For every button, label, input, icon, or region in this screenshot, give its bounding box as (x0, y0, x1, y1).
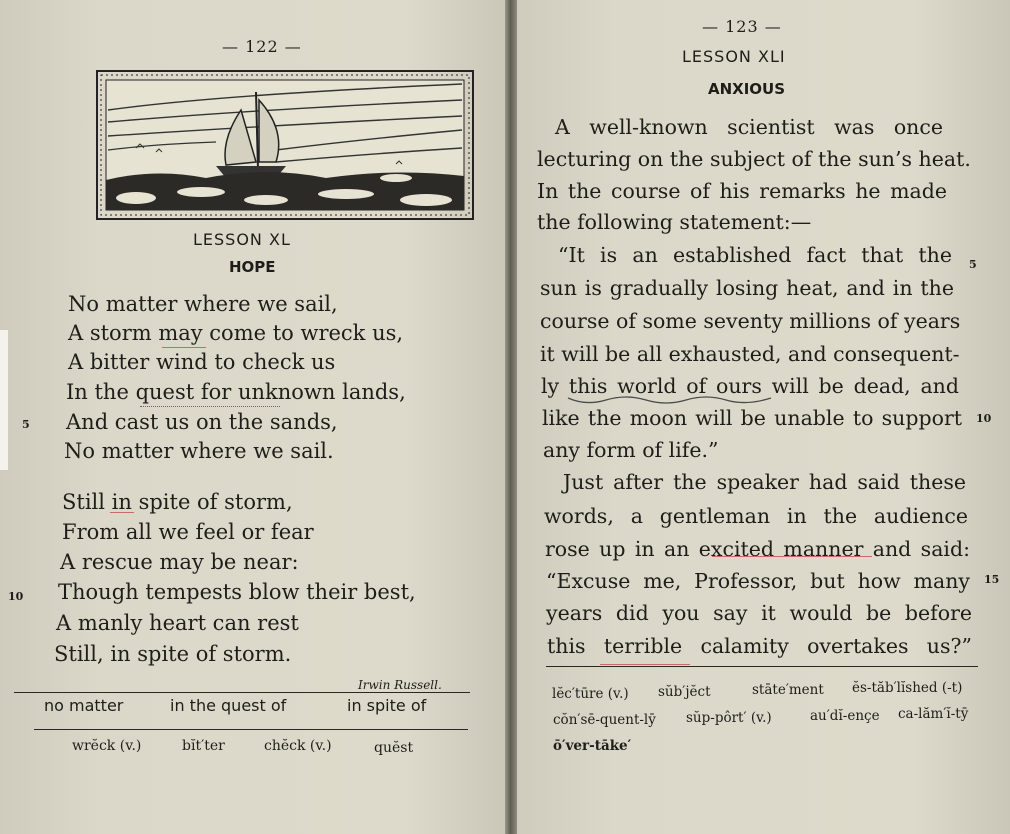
phrase: in spite of (347, 696, 427, 715)
pencil-underline (110, 512, 134, 513)
line-number: 10 (976, 412, 992, 425)
poem-line: No matter where we sail. (64, 439, 334, 463)
text-line: sun is gradually losing heat, and in the (540, 276, 954, 300)
text-line: Just after the speaker had said these (563, 470, 966, 494)
line-number: 10 (8, 590, 24, 603)
ship-illustration (96, 70, 474, 220)
text-line: In the course of his remarks he made (537, 179, 947, 203)
poem-line: Still in spite of storm, (62, 490, 293, 514)
text-line: like the moon will be unable to support (542, 406, 962, 430)
phrase: no matter (44, 696, 124, 715)
phrase: in the quest of (170, 696, 287, 715)
lesson-number: LESSON XL (193, 230, 291, 249)
lesson-title: ANXIOUS (708, 80, 786, 98)
text-line: this terrible calamity overtakes us?” (547, 634, 972, 658)
page-number: — 122 — (222, 37, 302, 56)
text-line: it will be all exhausted, and consequent- (540, 342, 960, 366)
vocab-word: cŏn′sē-quent-lȳ (553, 712, 656, 728)
text-line: ly this world of ours will be dead, and (541, 374, 959, 398)
text-line: any form of life.” (543, 438, 719, 462)
poem-line: A rescue may be near: (60, 550, 299, 574)
vocab-word: ĕs-tăb′lĭshed (-t) (852, 680, 963, 696)
vocab-word: bĭt′ter (182, 738, 225, 754)
lesson-number: LESSON XLI (682, 47, 786, 66)
poem-line: In the quest for unknown lands, (66, 380, 406, 404)
pencil-underline (712, 556, 872, 557)
poem-line: A manly heart can rest (56, 611, 299, 635)
text-line: words, a gentleman in the audience (544, 504, 968, 528)
poem-line: A bitter wind to check us (68, 350, 336, 374)
text-line: “Excuse me, Professor, but how many (546, 569, 970, 593)
poem-line: Though tempests blow their best, (58, 580, 416, 604)
vocab-word: sŭp-pôrt′ (v.) (686, 710, 772, 726)
book-gutter (505, 0, 517, 834)
poem-line: Still, in spite of storm. (54, 642, 292, 666)
page-edge (0, 330, 8, 470)
text-line: years did you say it would be before (546, 601, 972, 625)
line-number: 5 (22, 418, 30, 431)
vocab-word: au′dĭ-ençe (810, 708, 880, 724)
vocab-word: stāte′ment (752, 682, 824, 698)
text-line: course of some seventy millions of years (540, 309, 961, 333)
poem-author: Irwin Russell. (358, 678, 442, 692)
divider (34, 729, 468, 730)
lesson-title: HOPE (229, 258, 276, 276)
vocab-word: sŭb′jĕct (658, 684, 711, 700)
page-number: — 123 — (702, 17, 782, 36)
vocab-word: ca-lăm′ĭ-tȳ (898, 706, 969, 722)
vocab-word: ō′ver-tāke′ (553, 738, 632, 754)
line-number: 15 (984, 573, 1000, 586)
pencil-wavy-underline (566, 392, 776, 406)
vocab-word: chĕck (v.) (264, 738, 332, 754)
pencil-underline (162, 347, 206, 348)
vocab-word: wrĕck (v.) (72, 738, 142, 754)
pencil-underline (140, 406, 280, 407)
pencil-underline (600, 664, 690, 665)
text-line: the following statement:— (537, 210, 812, 234)
text-line: lecturing on the subject of the sun’s heat. (537, 147, 971, 171)
divider (14, 692, 470, 693)
text-line: rose up in an excited manner and said: (545, 537, 970, 561)
poem-line: No matter where we sail, (68, 292, 338, 316)
poem-line: From all we feel or fear (62, 520, 314, 544)
vocab-word: lĕc′tūre (v.) (552, 686, 629, 702)
vocab-word: quĕst (374, 740, 414, 756)
poem-line: And cast us on the sands, (66, 410, 338, 434)
text-line: “It is an established fact that the (558, 243, 952, 267)
text-line: A well-known scientist was once (555, 115, 943, 139)
divider (546, 666, 978, 667)
poem-line: A storm may come to wreck us, (68, 321, 404, 345)
line-number: 5 (969, 258, 977, 271)
